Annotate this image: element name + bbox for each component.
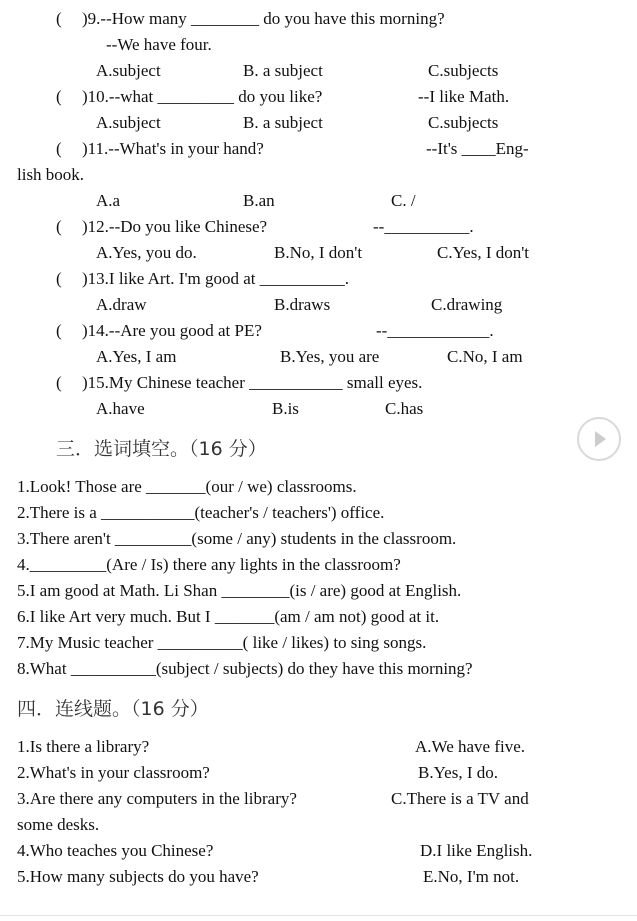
q9-text: )9.--How many ________ do you have this morning? xyxy=(82,9,445,28)
q9-option-b: B. a subject xyxy=(243,61,323,80)
q12-answer: --__________. xyxy=(373,217,474,236)
q14-answer: --____________. xyxy=(376,321,494,340)
s3-item-1: 1.Look! Those are _______(our / we) classrooms. xyxy=(17,477,357,496)
play-icon xyxy=(579,419,619,459)
s4-answer-c: C.There is a TV and xyxy=(391,789,529,808)
q13-option-a: A.draw xyxy=(96,295,147,314)
q14-option-b: B.Yes, you are xyxy=(280,347,380,366)
s4-answer-e: E.No, I'm not. xyxy=(423,867,520,886)
section4-heading: 四．连线题。（16 分） xyxy=(17,698,209,720)
s3-item-8: 8.What __________(subject / subjects) do they have this morning? xyxy=(17,659,473,678)
s4-answer-b: B.Yes, I do. xyxy=(418,763,498,782)
q15-text: )15.My Chinese teacher ___________ small eyes. xyxy=(82,373,423,392)
s4-answer-d: D.I like English. xyxy=(420,841,533,860)
q14-option-c: C.No, I am xyxy=(447,347,523,366)
page-bottom-divider xyxy=(0,915,637,916)
q12-text: )12.--Do you like Chinese? xyxy=(82,217,268,236)
q13-text: )13.I like Art. I'm good at __________. xyxy=(82,269,350,288)
q15-option-c: C.has xyxy=(385,399,424,418)
q10-option-b: B. a subject xyxy=(243,113,323,132)
s4-question-2: 2.What's in your classroom? xyxy=(17,763,210,782)
q13-option-c: C.drawing xyxy=(431,295,503,314)
s3-item-5: 5.I am good at Math. Li Shan ________(is / are) good at English. xyxy=(17,581,462,600)
q15-option-a: A.have xyxy=(96,399,145,418)
q13-paren: ( xyxy=(56,269,62,288)
q11-text: )11.--What's in your hand? xyxy=(82,139,264,158)
q11-continuation: lish book. xyxy=(17,165,85,184)
s3-item-7: 7.My Music teacher __________( like / likes) to sing songs. xyxy=(17,633,427,652)
s3-item-3: 3.There aren't _________(some / any) students in the classroom. xyxy=(17,529,457,548)
q14-option-a: A.Yes, I am xyxy=(96,347,177,366)
play-button[interactable] xyxy=(577,417,621,461)
q11-paren: ( xyxy=(56,139,62,158)
q12-option-a: A.Yes, you do. xyxy=(96,243,197,262)
s3-item-6: 6.I like Art very much. But I _______(am / am not) good at it. xyxy=(17,607,440,626)
q12-paren: ( xyxy=(56,217,62,236)
q13-option-b: B.draws xyxy=(274,295,331,314)
q14-text: )14.--Are you good at PE? xyxy=(82,321,262,340)
s3-item-4: 4._________(Are / Is) there any lights in the classroom? xyxy=(17,555,401,574)
q15-option-b: B.is xyxy=(272,399,299,418)
q10-answer: --I like Math. xyxy=(418,87,510,106)
q9-paren: ( xyxy=(56,9,62,28)
q12-option-b: B.No, I don't xyxy=(274,243,363,262)
q15-paren: ( xyxy=(56,373,62,392)
q9-option-c: C.subjects xyxy=(428,61,499,80)
s4-question-4: 4.Who teaches you Chinese? xyxy=(17,841,214,860)
s4-question-1: 1.Is there a library? xyxy=(17,737,150,756)
q11-option-a: A.a xyxy=(96,191,121,210)
q12-option-c: C.Yes, I don't xyxy=(437,243,530,262)
s3-item-2: 2.There is a ___________(teacher's / teachers') office. xyxy=(17,503,385,522)
q11-answer: --It's ____Eng- xyxy=(426,139,529,158)
q10-option-c: C.subjects xyxy=(428,113,499,132)
q11-option-b: B.an xyxy=(243,191,275,210)
q9-option-a: A.subject xyxy=(96,61,161,80)
q9-dialogue: --We have four. xyxy=(106,35,212,54)
s4-question-5: 5.How many subjects do you have? xyxy=(17,867,259,886)
s4-question-3-continuation: some desks. xyxy=(17,815,100,834)
s4-answer-a: A.We have five. xyxy=(415,737,526,756)
q14-paren: ( xyxy=(56,321,62,340)
q11-option-c: C. / xyxy=(391,191,416,210)
section3-heading: 三．选词填空。（16 分） xyxy=(56,438,267,460)
q10-option-a: A.subject xyxy=(96,113,161,132)
s4-question-3: 3.Are there any computers in the library? xyxy=(17,789,297,808)
q10-text: )10.--what _________ do you like? xyxy=(82,87,323,106)
q10-paren: ( xyxy=(56,87,62,106)
